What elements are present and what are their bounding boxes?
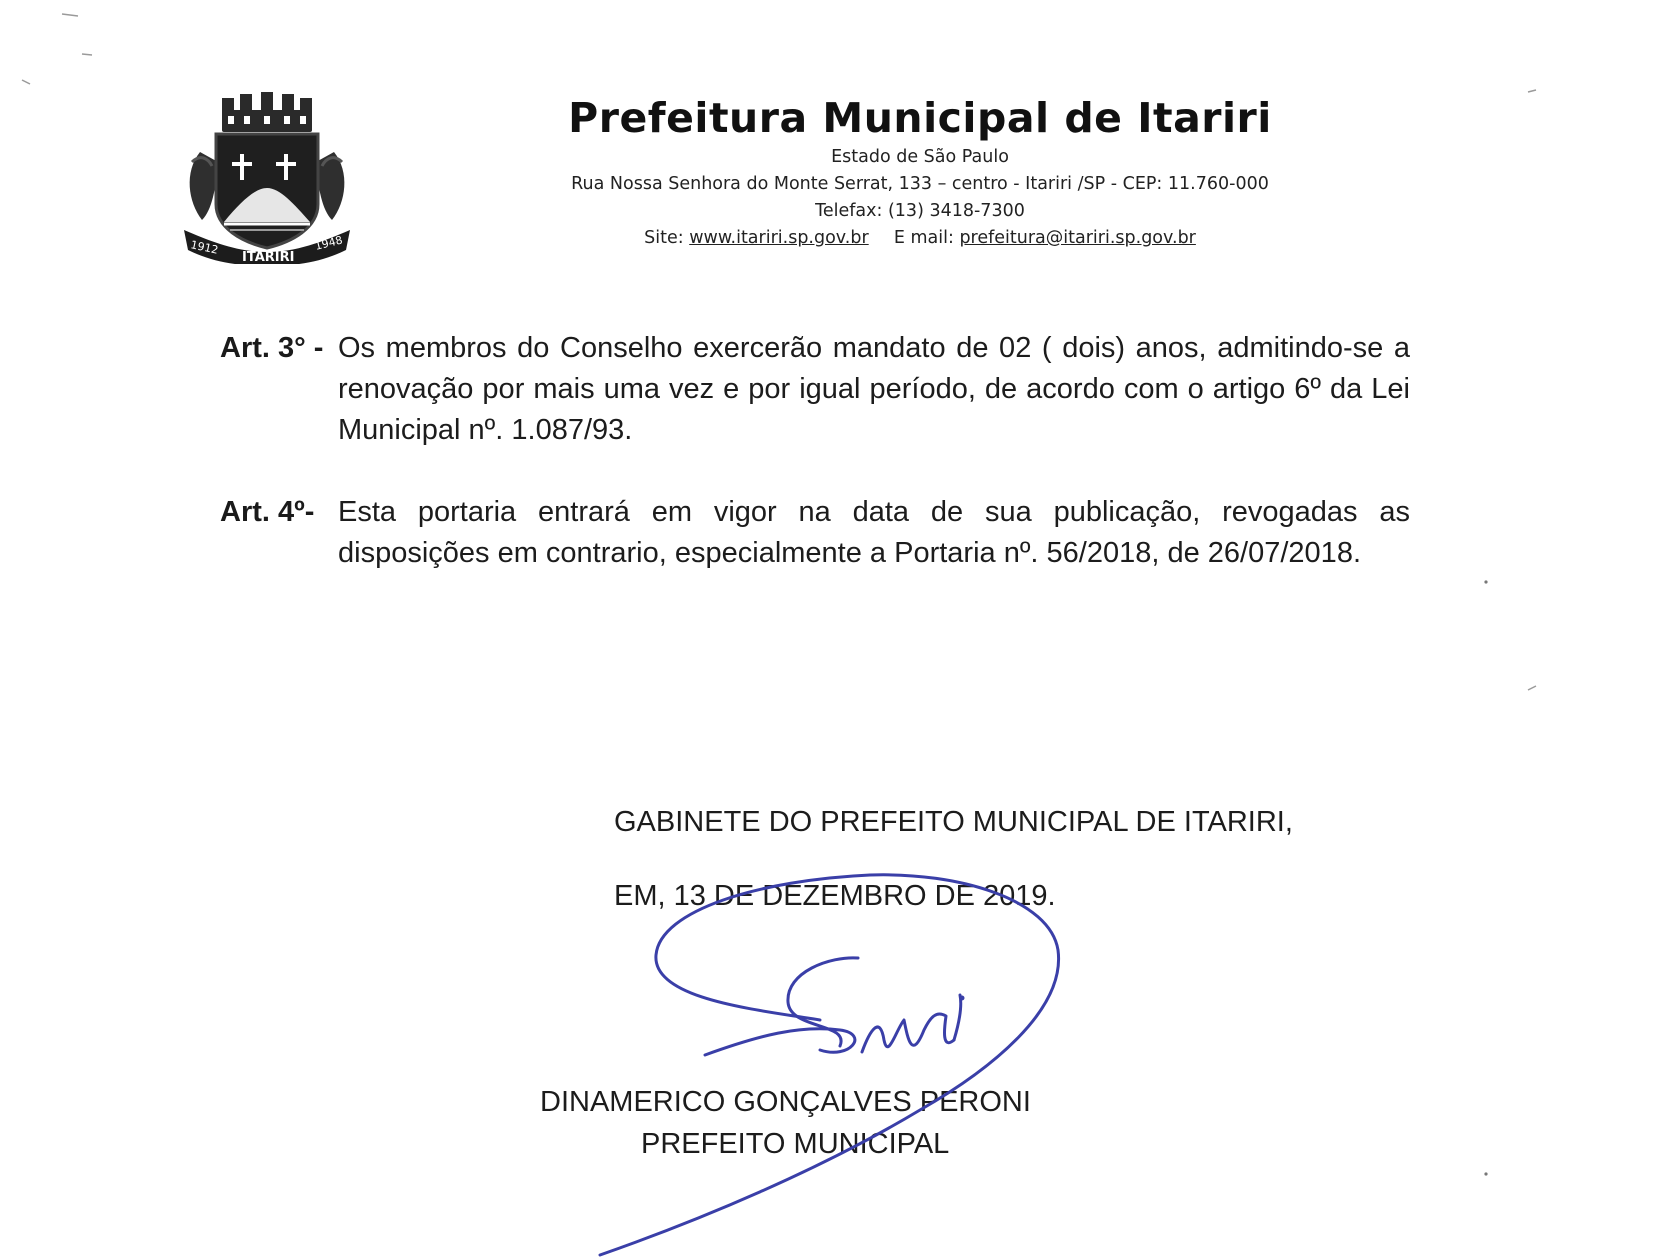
crest-year-right: 1948 (313, 233, 344, 253)
article-3 (220, 328, 1410, 451)
email-label: E mail: (893, 228, 954, 248)
address-line: Rua Nossa Senhora do Monte Serrat, 133 – centro - Itariri /SP - CEP: 11.760-000 (571, 174, 1269, 194)
article-text: Esta portaria entrará em vigor na data de sua publicação, revogadas as disposições em contrario, especialmente a Portaria nº. 56/2018, de 26/07/2018. (338, 496, 1410, 569)
state-line: Estado de São Paulo (831, 147, 1009, 167)
article-4 (220, 492, 1410, 574)
crest-ribbon-label: ITARIRI (242, 250, 295, 264)
email-link[interactable]: prefeitura@itariri.sp.gov.br (959, 228, 1196, 248)
site-label: Site: (644, 228, 684, 248)
org-title: Prefeitura Municipal de Itariri (568, 94, 1272, 142)
date-line: EM, 13 DE DEZEMBRO DE 2019. (614, 880, 1056, 912)
article-label: Art. 4º- (220, 496, 315, 528)
crest-year-left: 1912 (189, 238, 220, 257)
municipal-crest-icon (182, 92, 352, 264)
site-link[interactable]: www.itariri.sp.gov.br (689, 228, 869, 248)
contact-line (540, 225, 1300, 252)
letterhead (540, 92, 1300, 252)
office-line: GABINETE DO PREFEITO MUNICIPAL DE ITARIRI, (614, 806, 1293, 838)
article-label: Art. 3° - (220, 332, 324, 364)
signer-role: PREFEITO MUNICIPAL (641, 1128, 950, 1160)
signer-name: DINAMERICO GONÇALVES PERONI (540, 1086, 1031, 1118)
phone-line: Telefax: (13) 3418-7300 (815, 201, 1025, 221)
article-text: Os membros do Conselho exercerão mandato de 02 ( dois) anos, admitindo-se a renovação por mais uma vez e por igual período, de acordo com o artigo 6º da Lei Municipal nº. 1.087/93. (338, 332, 1410, 446)
